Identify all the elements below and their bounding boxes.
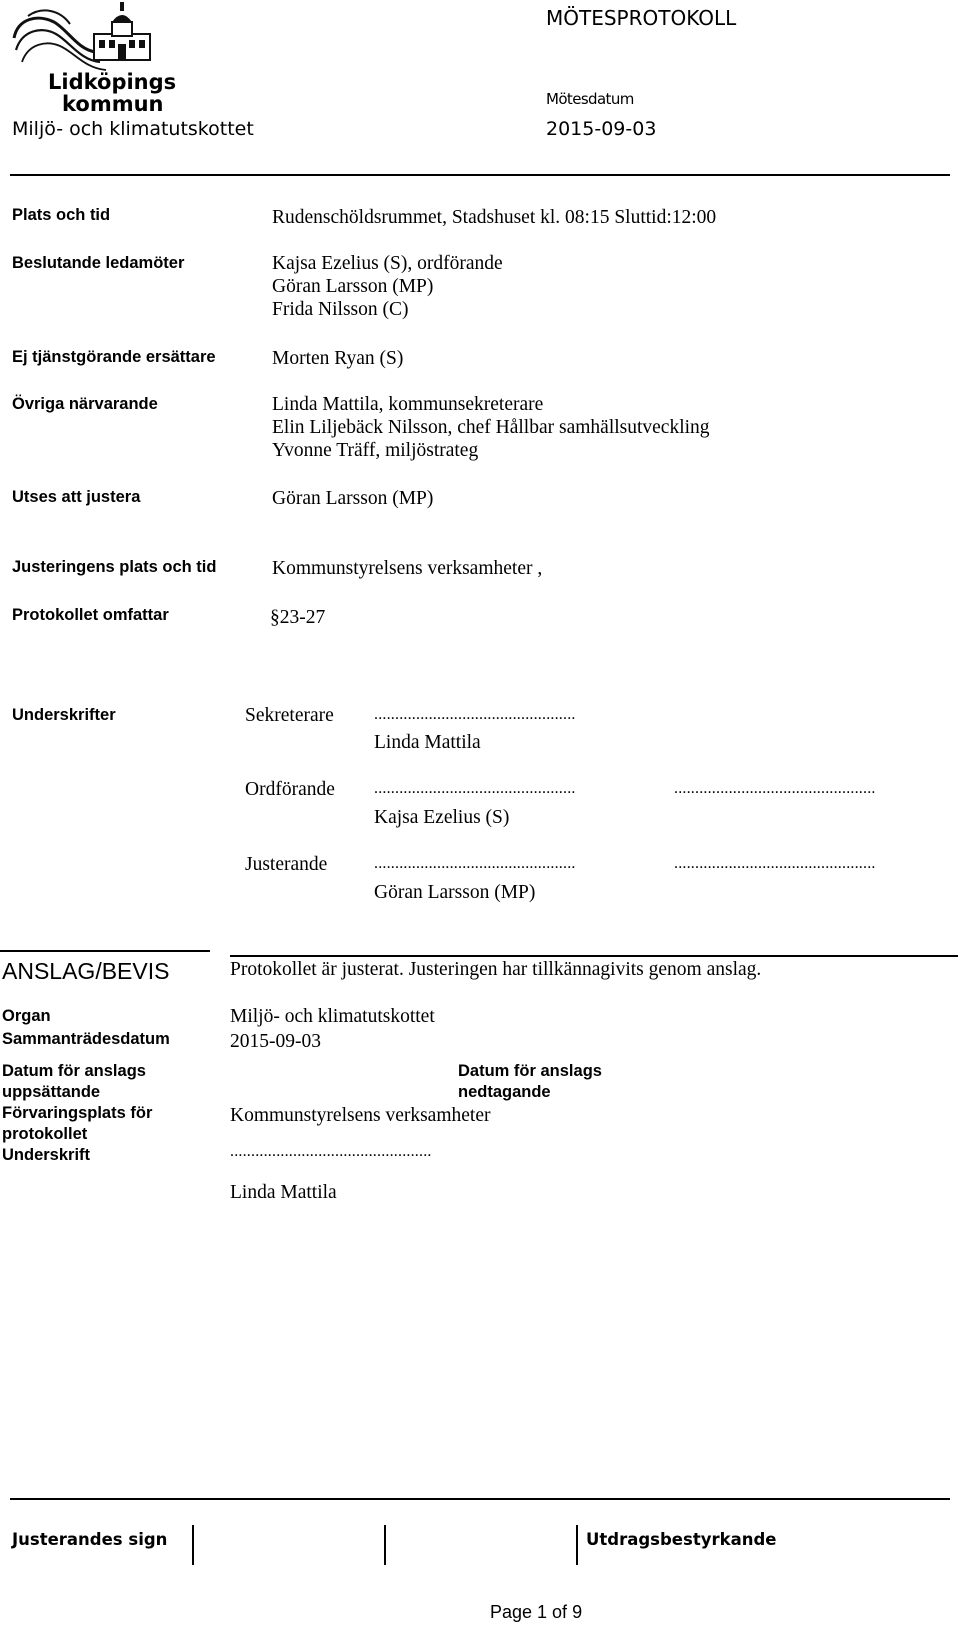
storage-label [2, 1103, 152, 1145]
organ-label: Organ [2, 1007, 51, 1025]
secretary-name: Linda Mattila [374, 732, 481, 753]
secretary-signature-line: ................................................ [374, 706, 576, 723]
adjuster-signature-line: ................................................ [374, 855, 576, 872]
removed-date-label [458, 1061, 602, 1103]
posted-date-label-line: Datum för anslags [2, 1062, 146, 1080]
removed-date-label-line: Datum för anslags [458, 1062, 602, 1080]
member-item: Kajsa Ezelius (S), ordförande [272, 253, 503, 274]
header-divider [10, 174, 950, 176]
organ-value: Miljö- och klimatutskottet [230, 1006, 435, 1027]
notice-signature-name: Linda Mattila [230, 1182, 337, 1203]
notice-divider-left [0, 950, 210, 952]
secretary-role: Sekreterare [245, 705, 334, 726]
logo-line-2: kommun [62, 92, 164, 116]
meeting-date-value: 2015-09-03 [230, 1031, 321, 1052]
signatures-label: Underskrifter [12, 706, 116, 724]
attendee-item: Yvonne Träff, miljöstrateg [272, 440, 479, 461]
others-list [272, 393, 710, 462]
meeting-date-label: Sammanträdesdatum [2, 1030, 170, 1048]
attendee-item: Linda Mattila, kommunsekreterare [272, 394, 544, 415]
page-number: Page 1 of 9 [490, 1602, 583, 1622]
adjust-place-value: Kommunstyrelsens verksamheter , [272, 558, 543, 579]
footer-divider [10, 1498, 950, 1500]
adjuster-sign-label: Justerandes sign [12, 1530, 168, 1549]
substitutes-label: Ej tjänstgörande ersättare [12, 348, 216, 366]
members-list [272, 252, 503, 321]
notice-title: ANSLAG/BEVIS [2, 958, 170, 984]
place-label: Plats och tid [12, 206, 111, 224]
covers-value: §23-27 [270, 607, 326, 628]
adjuster-name: Göran Larsson (MP) [374, 882, 536, 903]
footer-sign-box-divider-1 [192, 1525, 194, 1565]
posted-date-label-line: uppsättande [2, 1083, 101, 1101]
date-label: Mötesdatum [546, 90, 634, 108]
chair-signature-line-2: ................................................ [674, 780, 876, 797]
covers-label: Protokollet omfattar [12, 606, 169, 624]
adjuster-role: Justerande [245, 854, 328, 875]
members-label: Beslutande ledamöter [12, 254, 185, 272]
attendee-item: Elin Liljebäck Nilsson, chef Hållbar samhällsutveckling [272, 417, 710, 438]
storage-value: Kommunstyrelsens verksamheter [230, 1105, 491, 1126]
chair-role: Ordförande [245, 779, 335, 800]
document-type: MÖTESPROTOKOLL [546, 6, 737, 30]
others-label: Övriga närvarande [12, 395, 158, 413]
notice-signature-line: ................................................ [230, 1143, 432, 1160]
storage-label-line: Förvaringsplats för [2, 1104, 153, 1122]
removed-date-label-line: nedtagande [458, 1083, 551, 1101]
extract-certification-label: Utdragsbestyrkande [586, 1530, 777, 1549]
adjuster-label: Utses att justera [12, 488, 141, 506]
logo-emblem-icon [8, 0, 158, 78]
chair-signature-line: ................................................ [374, 780, 576, 797]
adjuster-signature-line-2: ................................................ [674, 855, 876, 872]
substitutes-value: Morten Ryan (S) [272, 348, 404, 369]
place-value: Rudenschöldsrummet, Stadshuset kl. 08:15 Sluttid:12:00 [272, 207, 717, 228]
adjust-place-label: Justeringens plats och tid [12, 558, 217, 576]
meeting-date: 2015-09-03 [546, 118, 657, 140]
signature-label: Underskrift [2, 1146, 91, 1164]
footer-sign-box-divider-3 [576, 1525, 578, 1565]
chair-name: Kajsa Ezelius (S) [374, 807, 510, 828]
committee-name: Miljö- och klimatutskottet [12, 118, 254, 140]
member-item: Frida Nilsson (C) [272, 299, 409, 320]
notice-divider-right [230, 955, 958, 957]
notice-statement: Protokollet är justerat. Justeringen har tillkännagivits genom anslag. [230, 959, 762, 980]
footer-sign-box-divider-2 [384, 1525, 386, 1565]
posted-date-label [2, 1061, 146, 1103]
member-item: Göran Larsson (MP) [272, 276, 434, 297]
municipality-logo [8, 0, 177, 116]
logo-line-1: Lidköpings [48, 70, 177, 94]
storage-label-line: protokollet [2, 1125, 88, 1143]
adjuster-value: Göran Larsson (MP) [272, 488, 434, 509]
